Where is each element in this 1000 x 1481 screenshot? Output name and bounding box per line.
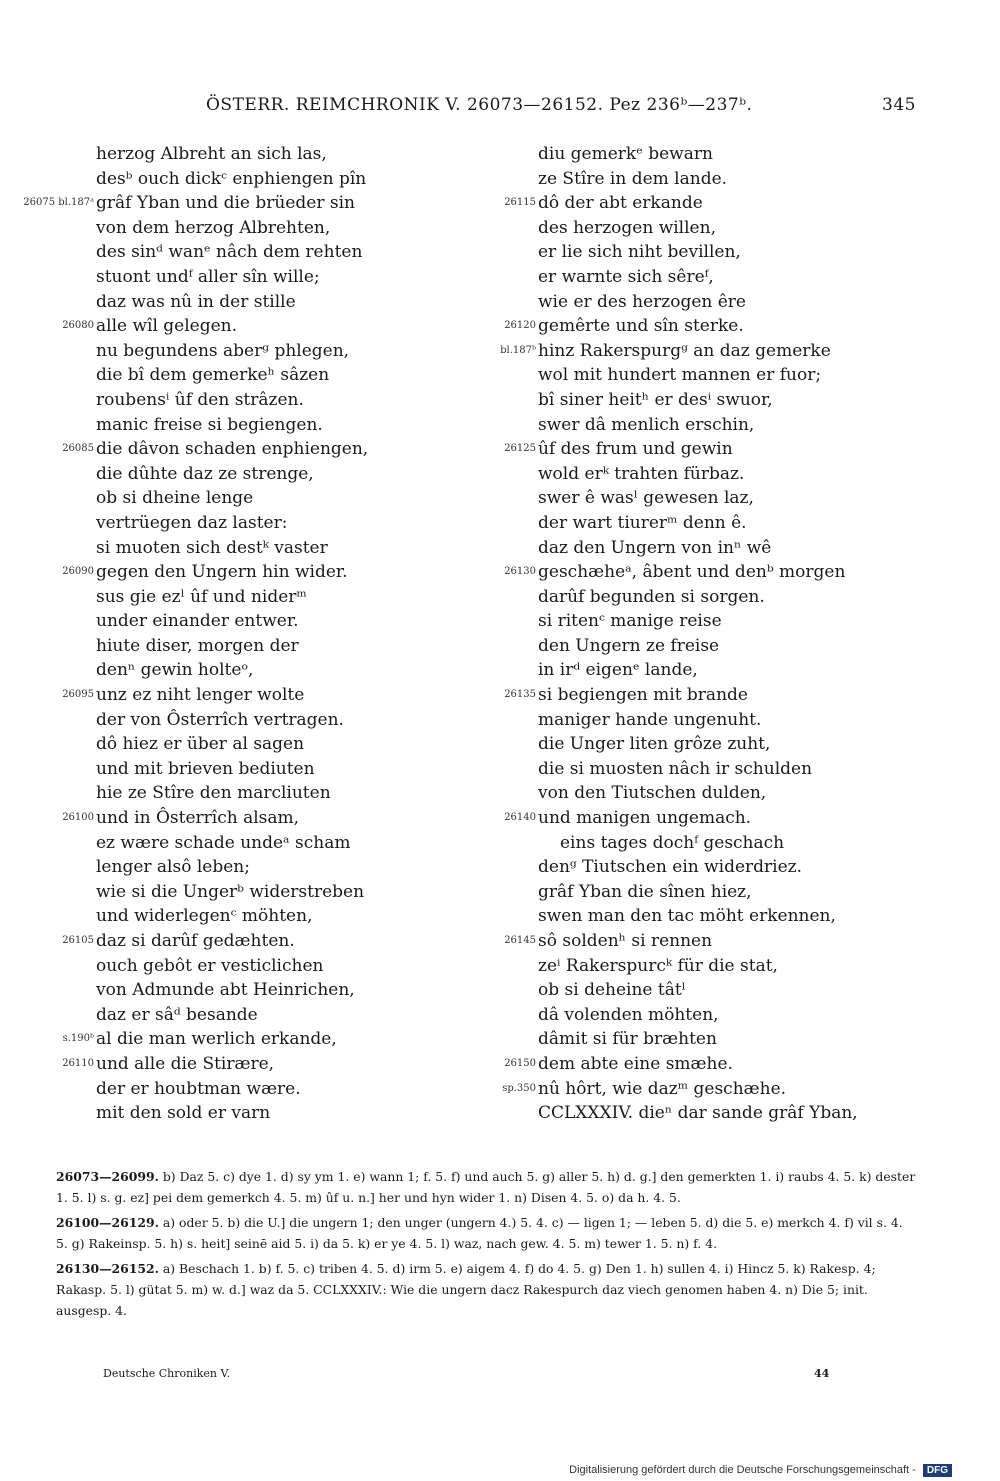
verse-line <box>538 167 918 192</box>
line-number: 26145 <box>504 935 536 946</box>
verse-text: geschæheᵃ, âbent und denᵇ morgen <box>538 562 846 583</box>
line-number: bl.187ᵇ <box>500 344 536 356</box>
verse-text: wie si die Ungerᵇ widerstreben <box>96 881 365 902</box>
verse-line <box>96 1003 456 1028</box>
verse-line <box>62 1052 456 1077</box>
verse-line <box>96 363 456 388</box>
verse-text: hinz Rakerspurgᵍ an daz gemerke <box>538 340 831 361</box>
line-number: 26110 <box>62 1057 94 1069</box>
verse-line <box>538 978 918 1003</box>
verse-line <box>96 511 456 536</box>
verse-line <box>504 191 918 216</box>
verse-text: und in Ôsterrîch alsam, <box>96 808 300 829</box>
verse-text: des herzogen willen, <box>538 217 716 238</box>
verse-text: alle wîl gelegen. <box>96 316 238 337</box>
footnote-block <box>56 1166 916 1208</box>
verse-line <box>538 290 918 315</box>
verse-text: ze Stîre in dem lande. <box>538 168 728 189</box>
verse-line <box>504 437 918 462</box>
verse-line <box>96 585 456 610</box>
verse-text: nû hôrt, wie dazᵐ geschæhe. <box>538 1078 787 1099</box>
verse-line <box>538 142 918 167</box>
verse-line <box>96 757 456 782</box>
verse-text: von dem herzog Albrehten, <box>96 217 331 238</box>
verse-line <box>96 536 456 561</box>
footnote-block <box>56 1258 916 1321</box>
verse-text: die Unger liten grôze zuht, <box>538 734 771 755</box>
verse-text: des sinᵈ wanᵉ nâch dem rehten <box>96 242 363 263</box>
footnote-range: 26073—26099. <box>56 1169 159 1184</box>
verse-text: si begiengen mit brande <box>538 685 748 706</box>
verse-line <box>96 904 456 929</box>
verse-line <box>96 609 456 634</box>
verse-text: die bî dem gemerkeʰ sâzen <box>96 365 330 386</box>
verse-text: daz si darûf gedæhten. <box>96 931 295 951</box>
verse-line <box>96 1077 456 1102</box>
verse-text: denᵍ Tiutschen ein widerdriez. <box>538 857 803 878</box>
page-number: 345 <box>882 95 916 115</box>
verse-line <box>62 683 456 708</box>
verse-text: vertrüegen daz laster: <box>96 512 288 533</box>
verse-line <box>96 290 456 315</box>
verse-text: grâf Yban die sînen hiez, <box>538 881 752 902</box>
verse-line <box>538 1027 918 1052</box>
verse-line <box>504 929 918 954</box>
verse-line <box>62 1027 456 1052</box>
line-number: 26115 <box>504 197 536 209</box>
verse-text: manic freise si begiengen. <box>96 414 323 435</box>
verse-text: ûf des frum und gewin <box>538 439 733 460</box>
verse-line <box>62 314 456 339</box>
verse-line <box>504 1052 918 1077</box>
verse-line <box>504 560 918 585</box>
verse-line <box>538 781 918 806</box>
line-number: s.190ᵇ <box>62 1033 94 1045</box>
verse-text: stuont undᶠ aller sîn wille; <box>96 266 320 287</box>
verse-line <box>96 855 456 880</box>
line-number: sp.350 <box>502 1082 536 1094</box>
verse-text: in irᵈ eigenᵉ lande, <box>538 660 698 681</box>
verse-line <box>538 757 918 782</box>
verse-line <box>96 708 456 733</box>
verse-text: nu begundens aberᵍ phlegen, <box>96 340 350 361</box>
verse-text: daz was nû in der stille <box>96 291 296 312</box>
verse-text: von den Tiutschen dulden, <box>538 783 767 804</box>
verse-text: unz ez niht lenger wolte <box>96 685 305 706</box>
verse-line <box>96 216 456 241</box>
credit-text: Digitalisierung gefördert durch die Deutsche Forschungsgemeinschaft - <box>569 1464 916 1476</box>
verse-text: zeⁱ Rakerspurcᵏ für die stat, <box>538 955 778 976</box>
left-verse-column <box>23 142 456 1126</box>
verse-line <box>538 855 918 880</box>
verse-text: bî siner heitʰ er desⁱ swuor, <box>538 389 773 410</box>
verse-line <box>538 831 918 856</box>
verse-text: maniger hande ungenuht. <box>538 709 762 730</box>
verse-line <box>96 413 456 438</box>
verse-line <box>96 978 456 1003</box>
verse-text: swer dâ menlich erschin, <box>538 414 755 435</box>
verse-line <box>96 462 456 487</box>
verse-text: darûf begunden si sorgen. <box>538 586 765 607</box>
verse-text: der von Ôsterrîch vertragen. <box>96 709 344 730</box>
verse-line <box>538 240 918 265</box>
critical-apparatus <box>56 1166 916 1325</box>
verse-line <box>538 363 918 388</box>
line-number: 26105 <box>62 935 94 946</box>
verse-text: ez wære schade undeᵃ scham <box>96 832 351 853</box>
verse-text: swer ê wasˡ gewesen laz, <box>538 488 754 509</box>
verse-text: und mit brieven bediuten <box>96 758 315 779</box>
verse-line <box>62 929 456 954</box>
verse-line <box>96 339 456 364</box>
verse-line <box>538 904 918 929</box>
footnote-range: 26100—26129. <box>56 1215 159 1230</box>
line-number: 26100 <box>62 812 94 824</box>
verse-text: swen man den tac möht erkennen, <box>538 906 836 927</box>
verse-text: er warnte sich sêreᶠ, <box>538 266 714 287</box>
footnote-block <box>56 1212 916 1254</box>
verse-line <box>538 1003 918 1028</box>
verse-text: si muoten sich destᵏ vaster <box>96 537 328 558</box>
running-header <box>0 95 1000 121</box>
verse-text: den Ungern ze freise <box>538 635 720 656</box>
line-number: 26135 <box>504 689 536 701</box>
verse-text: dâ volenden möhten, <box>538 1004 719 1025</box>
verse-text: wold erᵏ trahten fürbaz. <box>538 463 745 484</box>
line-number: 26090 <box>62 566 94 578</box>
footnote-range: 26130—26152. <box>56 1261 159 1276</box>
verse-line <box>538 634 918 659</box>
verse-text: die dûhte daz ze strenge, <box>96 463 314 484</box>
verse-line <box>96 240 456 265</box>
verse-line <box>538 536 918 561</box>
line-number: 26150 <box>504 1057 536 1069</box>
verse-text: sus gie ezˡ ûf und niderᵐ <box>96 586 307 607</box>
verse-text: grâf Yban und die brüeder sin <box>96 193 356 214</box>
verse-text: die dâvon schaden enphiengen, <box>96 439 369 460</box>
verse-text: dô hiez er über al sagen <box>96 734 305 755</box>
verse-text: roubensⁱ ûf den strâzen. <box>96 389 304 410</box>
verse-line <box>538 216 918 241</box>
verse-text: dem abte eine smæhe. <box>538 1053 733 1074</box>
verse-text: der wart tiurerᵐ denn ê. <box>538 512 747 533</box>
line-number: 26120 <box>504 320 536 332</box>
verse-line <box>538 388 918 413</box>
verse-text: desᵇ ouch dickᶜ enphiengen pîn <box>96 168 367 189</box>
line-number: 26095 <box>62 689 94 701</box>
verse-text: dô der abt erkande <box>538 193 703 214</box>
verse-text: gemêrte und sîn sterke. <box>538 316 744 337</box>
verse-line <box>96 658 456 683</box>
verse-line <box>538 658 918 683</box>
footnote-text: a) oder 5. b) die U.] die ungern 1; den unger (ungern 4.) 5. 4. c) — ligen 1; — leben 5. d) die 5. e) merkch 4. f) vil s. 4. 5. g) Rakeinsp. 5. h) s. heit] seinē aid 5. i) da 5. k) er ye 4. 5. l) waz, nach gew. 4. 5. m) tewer 1. 5. n) f. 4. <box>56 1215 903 1251</box>
verse-text: daz er sâᵈ besande <box>96 1004 258 1025</box>
verse-text: wie er des herzogen êre <box>538 291 746 312</box>
digitization-credit <box>569 1464 952 1477</box>
line-number: 26080 <box>62 320 94 332</box>
verse-line <box>538 954 918 979</box>
verse-text: ouch gebôt er vesticlichen <box>96 955 324 976</box>
verse-text: lenger alsô leben; <box>96 857 250 878</box>
verse-line <box>96 486 456 511</box>
verse-text: die si muosten nâch ir schulden <box>538 758 813 779</box>
series-footer: Deutsche Chroniken V. <box>103 1367 230 1380</box>
verse-line <box>96 388 456 413</box>
verse-line <box>62 560 456 585</box>
verse-text: und alle die Stirære, <box>96 1053 275 1074</box>
verse-line <box>23 191 456 216</box>
verse-line <box>96 880 456 905</box>
verse-line <box>96 1101 456 1126</box>
verse-line <box>538 585 918 610</box>
verse-text: under einander entwer. <box>96 611 299 632</box>
verse-text: hie ze Stîre den marcliuten <box>96 783 331 804</box>
line-number: 26130 <box>504 566 536 578</box>
verse-line <box>500 339 918 364</box>
footnote-text: a) Beschach 1. b) f. 5. c) triben 4. 5. d) irm 5. e) aigem 4. f) do 4. 5. g) Den 1. h) sullen 4. i) Hincz 5. k) Rakesp. 4; Rakasp. 5. l) gütat 5. m) w. d.] waz da 5. CCLXXXIV.: Wie die ungern dacz Rakespurch daz viech genomen haben 4. n) Die 5; init. ausgesp. 4. <box>56 1261 876 1318</box>
verse-text: von Admunde abt Heinrichen, <box>96 980 355 1001</box>
verse-text: denⁿ gewin holteᵒ, <box>96 660 254 681</box>
verse-text: sô soldenʰ si rennen <box>538 931 713 951</box>
verse-line <box>538 880 918 905</box>
verse-text: gegen den Ungern hin wider. <box>96 562 348 583</box>
verse-line <box>96 167 456 192</box>
verse-line <box>538 265 918 290</box>
verse-line <box>96 142 456 167</box>
verse-text: hiute diser, morgen der <box>96 635 299 656</box>
verse-line <box>538 413 918 438</box>
line-number: 26075 bl.187ᵃ <box>23 197 94 209</box>
verse-text: ob si dheine lenge <box>96 488 254 509</box>
verse-text: al die man werlich erkande, <box>96 1029 337 1050</box>
verse-text: mit den sold er varn <box>96 1103 271 1124</box>
line-number: 26125 <box>504 443 536 455</box>
verse-text: ob si deheine tâtˡ <box>538 980 686 1001</box>
footnote-text: b) Daz 5. c) dye 1. d) sy ym 1. e) wann 1; f. 5. f) und auch 5. g) aller 5. h) d. g.] den gemerkten 1. i) raubs 4. 5. k) dester 1. 5. l) s. g. ez] pei dem gemerkch 4. 5. m) ûf u. n.] her und hyn wider 1. n) Disen 4. 5. o) da h. 4. 5. <box>56 1169 916 1205</box>
verse-text: und widerlegenᶜ möhten, <box>96 906 313 927</box>
verse-line <box>96 732 456 757</box>
signature-mark: 44 <box>814 1367 830 1380</box>
verse-line <box>96 781 456 806</box>
verse-text: dâmit si für bræhten <box>538 1029 717 1050</box>
verse-line <box>96 634 456 659</box>
dfg-logo: DFG <box>923 1464 952 1477</box>
verse-line <box>96 265 456 290</box>
verse-line <box>538 708 918 733</box>
verse-line <box>538 511 918 536</box>
verse-line <box>504 806 918 831</box>
verse-text: und manigen ungemach. <box>538 808 752 829</box>
verse-line <box>538 462 918 487</box>
verse-text: herzog Albreht an sich las, <box>96 144 327 164</box>
verse-line <box>62 437 456 462</box>
verse-line <box>504 683 918 708</box>
verse-line <box>538 1101 918 1126</box>
right-verse-column <box>500 142 918 1126</box>
verse-text: daz den Ungern von inⁿ wê <box>538 537 772 558</box>
verse-text: diu gemerkᵉ bewarn <box>538 144 713 164</box>
verse-line <box>96 831 456 856</box>
verse-line <box>538 486 918 511</box>
verse-line <box>62 806 456 831</box>
verse-line <box>504 314 918 339</box>
verse-text: CCLXXXIV. dieⁿ dar sande grâf Yban, <box>538 1103 858 1124</box>
verse-text: wol mit hundert mannen er fuor; <box>538 365 822 386</box>
line-number: 26140 <box>504 812 536 824</box>
line-number: 26085 <box>62 443 94 455</box>
verse-text: eins tages dochᶠ geschach <box>560 832 785 853</box>
running-title: ÖSTERR. REIMCHRONIK V. 26073—26152. Pez 236ᵇ—237ᵇ. <box>206 95 753 115</box>
verse-line <box>96 954 456 979</box>
verse-line <box>538 732 918 757</box>
verse-text: er lie sich niht bevillen, <box>538 242 741 263</box>
verse-text: si ritenᶜ manige reise <box>538 611 722 632</box>
verse-line <box>502 1077 918 1102</box>
verse-line <box>538 609 918 634</box>
verse-text: der er houbtman wære. <box>96 1078 301 1099</box>
